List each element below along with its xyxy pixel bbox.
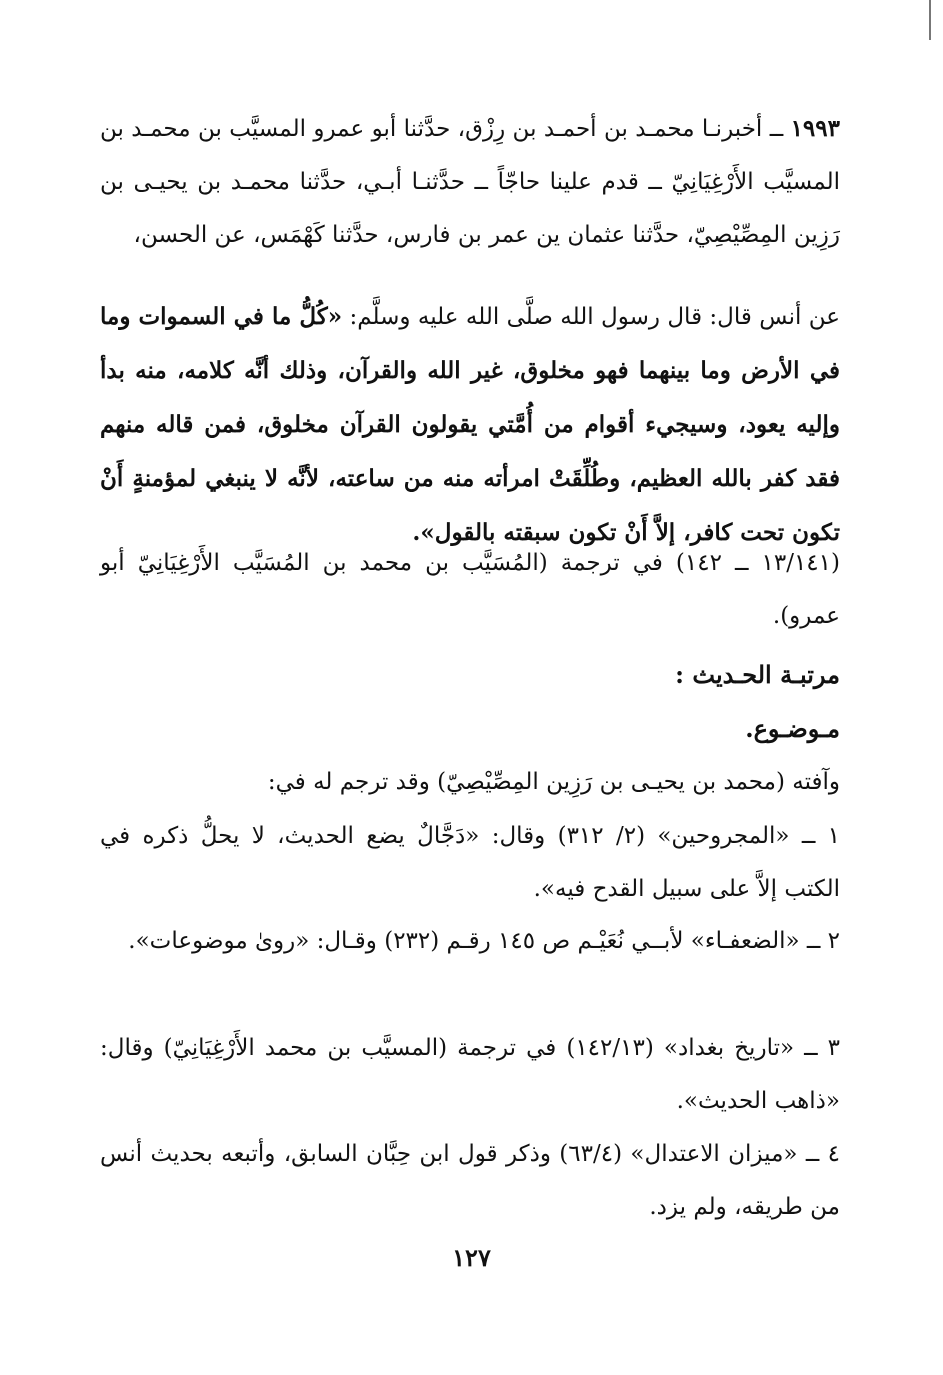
scan-edge-mark xyxy=(929,0,931,40)
hadith-isnad-paragraph xyxy=(100,102,840,262)
grading-heading: مرتبـة الحـديث : xyxy=(675,660,840,689)
grading-cause: وآفته (محمد بن يحيـى بن رَزِين المِصِّيْصِيّ) وقد ترجم له في: xyxy=(267,769,840,795)
isnad-text: ــ أخبرنـا محمـد بن أحمـد بن رِزْق، حدَّثنا أبو عمرو المسيَّب بن محمـد بن المسيَّب الأَرْغِيَانِيّ ــ قدم علينا حاجّاً ــ حدَّثنـا أبـي، حدَّثنا محمـد بن يحيـى بن رَزِين المِصِّيْصِيّ، حدَّثنا عثمان ين عمر بن فارس، حدَّثنا كَهْمَس، عن الحسن، xyxy=(100,116,840,248)
reference-item-2: ٢ ــ «الضعفـاء» لأبــي نُعَيْـم ص ١٤٥ رقـم (٢٣٢) وقـال: «روىٰ موضوعات». xyxy=(128,928,840,954)
hadith-matn-paragraph xyxy=(100,290,840,560)
page-number: ١٢٧ xyxy=(452,1243,491,1272)
hadith-number: ١٩٩٣ xyxy=(790,115,840,142)
reference-item-4: ٤ ــ «ميزان الاعتدال» (٦٣/٤) وذكر قول ابن حِبَّان السابق، وأتبعه بحديث أنس من طريقه، ولم يزد. xyxy=(100,1141,840,1220)
reference-item-1: ١ ــ «المجروحين» (٢/ ٣١٢) وقال: «دَجَّالٌ يضع الحديث، لا يحلُّ ذكره في الكتب إلاَّ على سبيل القدح فيه». xyxy=(100,823,840,902)
matn-intro: عن أنس قال: قال رسول الله صلَّى الله عليه وسلَّم: xyxy=(342,304,840,330)
source-citation: (١٣/١٤١ ــ ١٤٢) في ترجمة (المُسَيَّب بن محمد بن المُسَيَّب الأَرْغِيَانِيّ أبو عمرو). xyxy=(100,550,841,629)
matn-text: «كُلُّ ما في السموات وما في الأرض وما بينهما فهو مخلوق، غير الله والقرآن، وذلك أنَّه كلامه، منه بدأ وإليه يعود، وسيجيء أقوام من أُمَّتي يقولون القرآن مخلوق، فمن قاله منهم فقد كفر بالله العظيم، وطُلِّقَتْ امرأته منه من ساعته، لأنَّه لا ينبغي لمؤمنةٍ أَنْ تكون تحت كافر، إلاَّ أَنْ تكون سبقته بالقول». xyxy=(100,303,840,546)
grading-verdict: مـوضـوع. xyxy=(745,714,840,743)
reference-item-3: ٣ ــ «تاريخ بغداد» (١٤٢/١٣) في ترجمة (المسيَّب بن محمد الأَرْغِيَانِيّ) وقال: «ذاهب الحديث». xyxy=(100,1035,840,1114)
